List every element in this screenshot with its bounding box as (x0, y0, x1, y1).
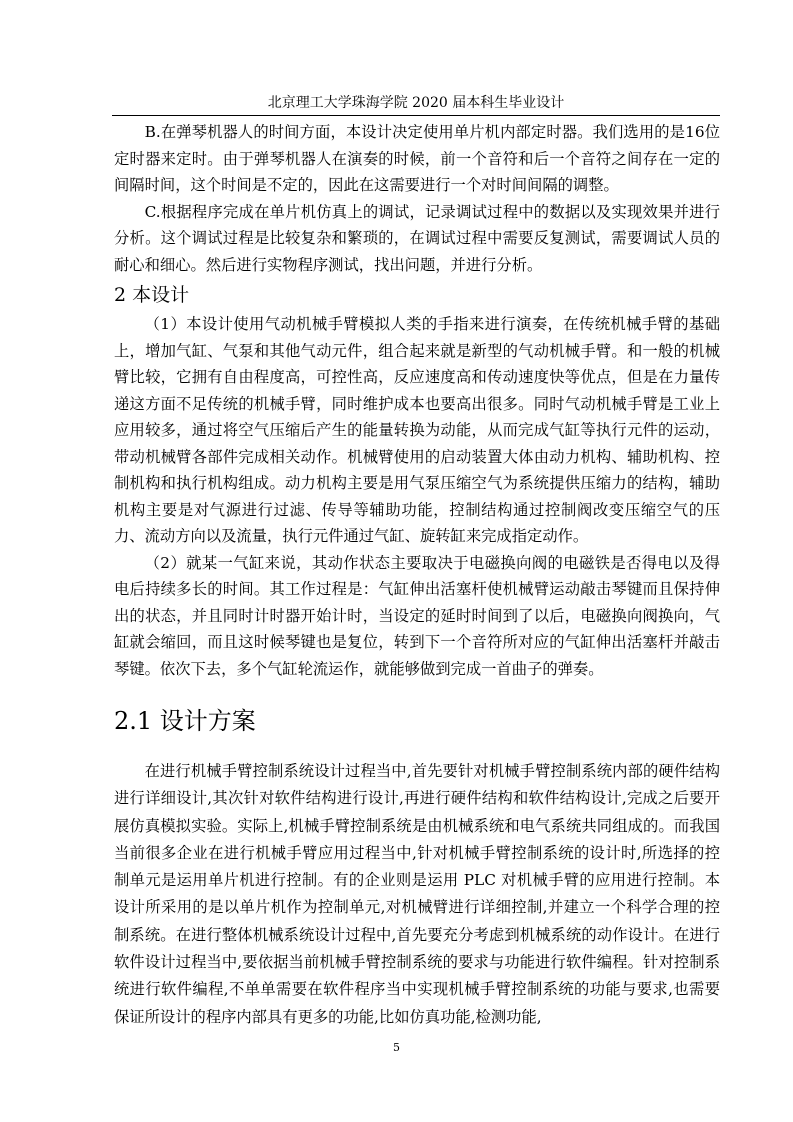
section-heading-2-1: 2.1 设计方案 (114, 707, 256, 735)
paragraph-design-scheme: 在进行机械手臂控制系统设计过程当中,首先要针对机械手臂控制系统内部的硬件结构进行详细设计,其次针对软件结构进行设计,再进行硬件结构和软件结构设计,完成之后要开展仿真模拟实验。实际上,机械手臂控制系统是由机械系统和电气系统共同组成的。而我国当前很多企业在进行机械手臂应用过程当中,针对机械手臂控制系统的设计时,所选择的控制单元是运用单片机进行控制。有的企业则是运用 PLC 对机械手臂的应用进行控制。本设计所采用的是以单片机作为控制单元,对机械臂进行详细控制,并建立一个科学合理的控制系统。在进行整体机械系统设计过程中,首先要充分考虑到机械系统的动作设计。在进行软件设计过程当中,要依据当前机械手臂控制系统的要求与功能进行软件编程。针对控制系统进行软件编程,不单单需要在软件程序当中实现机械手臂控制系统的功能与要求,也需要保证所设计的程序内部具有更多的功能,比如仿真功能,检测功能, (114, 762, 720, 1026)
page-body (114, 119, 720, 1031)
page-number: 5 (393, 1041, 400, 1054)
paragraph-b: B.在弹琴机器人的时间方面，本设计决定使用单片机内部定时器。我们选用的是16位定时器来定时。由于弹琴机器人在演奏的时候，前一个音符和后一个音符之间存在一定的间隔时间，这个时间是不定的，因此在这需要进行一个对时间间隔的调整。 (114, 123, 720, 194)
paragraph-c: C.根据程序完成在单片机仿真上的调试，记录调试过程中的数据以及实现效果并进行分析。这个调试过程是比较复杂和繁琐的，在调试过程中需要反复测试，需要调试人员的耐心和细心。然后进行实物程序测试，找出问题，并进行分析。 (114, 202, 720, 274)
running-header: 北京理工大学珠海学院 2020 届本科生毕业设计 (112, 94, 720, 116)
paragraph-design-2: （2）就某一气缸来说，其动作状态主要取决于电磁换向阀的电磁铁是否得电以及得电后持续多长的时间。其工作过程是：气缸伸出活塞杆使机械臂运动敲击琴键而且保持伸出的状态，并且同时计时器开始计时，当设定的延时时间到了以后，电磁换向阀换向，气缸就会缩回，而且这时候琴键也是复位，转到下一个音符所对应的气缸伸出活塞杆并敲击琴键。依次下去，多个气缸轮流运作，就能够做到完成一首曲子的弹奏。 (114, 553, 720, 678)
section-heading-2: 2 本设计 (114, 284, 190, 306)
paragraph-design-1: （1）本设计使用气动机械手臂模拟人类的手指来进行演奏，在传统机械手臂的基础上，增加气缸、气泵和其他气动元件，组合起来就是新型的气动机械手臂。和一般的机械臂比较，它拥有自由程度高，可控性高，反应速度高和传动速度快等优点，但是在力量传递这方面不足传统的机械手臂，同时维护成本也要高出很多。同时气动机械手臂是工业上应用较多，通过将空气压缩后产生的能量转换为动能，从而完成气缸等执行元件的运动，带动机械臂各部件完成相关动作。机械臂使用的启动装置大体由动力机构、辅助机构、控制机构和执行机构组成。动力机构主要是用气泵压缩空气为系统提供压缩力的结构，辅助机构主要是对气源进行过滤、传导等辅助功能，控制结构通过控制阀改变压缩空气的压力、流动方向以及流量，执行元件通过气缸、旋转缸来完成指定动作。 (114, 315, 720, 545)
